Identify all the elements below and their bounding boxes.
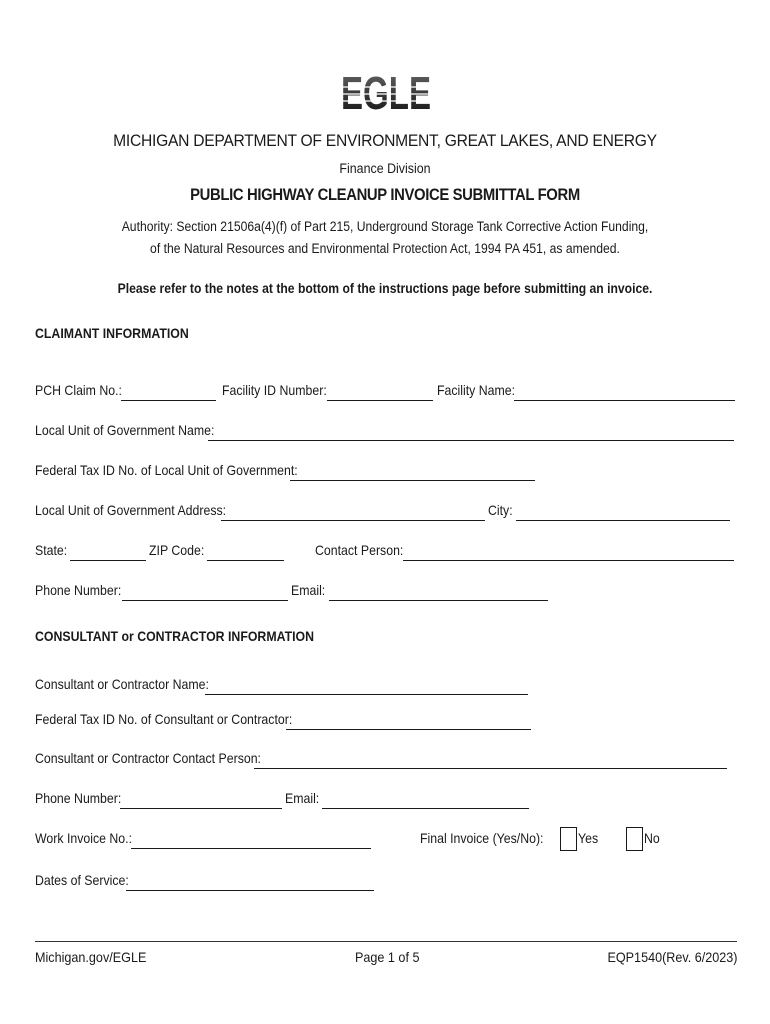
phone-label: Phone Number:	[35, 582, 122, 598]
city-field[interactable]	[516, 520, 730, 521]
work-invoice-no-label: Work Invoice No.:	[35, 830, 133, 846]
final-invoice-yes-label: Yes	[578, 830, 599, 846]
claimant-section-heading: CLAIMANT INFORMATION	[35, 325, 189, 341]
form-title: PUBLIC HIGHWAY CLEANUP INVOICE SUBMITTAL FORM	[190, 186, 580, 204]
final-invoice-yes-checkbox[interactable]	[560, 827, 577, 851]
footer-form-id: EQP1540(Rev. 6/2023)	[606, 949, 737, 965]
work-invoice-no-field[interactable]	[131, 848, 371, 849]
federal-tax-id-field[interactable]	[290, 480, 535, 481]
authority-text	[39, 216, 732, 260]
row-consultant-phone-email	[0, 790, 770, 812]
row-consultant-contact	[0, 750, 770, 772]
row-consultant-name	[0, 676, 770, 698]
consultant-tax-id-field[interactable]	[286, 729, 531, 730]
consultant-section-heading: CONSULTANT or CONTRACTOR INFORMATION	[35, 628, 315, 644]
final-invoice-no-checkbox[interactable]	[626, 827, 643, 851]
consultant-phone-label: Phone Number:	[35, 790, 122, 806]
consultant-contact-field[interactable]	[254, 768, 727, 769]
consultant-phone-field[interactable]	[120, 808, 282, 809]
contact-person-field[interactable]	[403, 560, 734, 561]
state-field[interactable]	[70, 560, 146, 561]
row-local-unit-name	[0, 422, 770, 444]
federal-tax-id-label: Federal Tax ID No. of Local Unit of Government:	[35, 462, 298, 478]
local-unit-name-label: Local Unit of Government Name:	[35, 422, 215, 438]
consultant-contact-label: Consultant or Contractor Contact Person:	[35, 750, 261, 766]
zip-label: ZIP Code:	[149, 542, 205, 558]
agency-name: MICHIGAN DEPARTMENT OF ENVIRONMENT, GREAT LAKES, AND ENERGY	[113, 131, 657, 150]
logo-text: EGLE	[341, 67, 431, 119]
row-invoice	[0, 830, 770, 852]
footer-page-number: Page 1 of 5	[355, 949, 420, 965]
zip-field[interactable]	[207, 560, 284, 561]
facility-name-label: Facility Name:	[437, 382, 516, 398]
consultant-email-label: Email:	[285, 790, 320, 806]
phone-field[interactable]	[122, 600, 288, 601]
division-name: Finance Division	[339, 161, 431, 176]
consultant-name-label: Consultant or Contractor Name:	[35, 676, 209, 692]
authority-line-1: Authority: Section 21506a(4)(f) of Part 215, Underground Storage Tank Corrective Action Funding,	[121, 219, 649, 234]
local-unit-address-label: Local Unit of Government Address:	[35, 502, 227, 518]
row-phone-email	[0, 582, 770, 604]
final-invoice-no-label: No	[644, 830, 660, 846]
dates-of-service-label: Dates of Service:	[35, 872, 129, 888]
final-invoice-label: Final Invoice (Yes/No):	[420, 830, 544, 846]
facility-id-label: Facility ID Number:	[222, 382, 327, 398]
consultant-tax-id-label: Federal Tax ID No. of Consultant or Contractor:	[35, 711, 293, 727]
facility-name-field[interactable]	[514, 400, 735, 401]
authority-line-2: of the Natural Resources and Environmental Protection Act, 1994 PA 451, as amended.	[150, 241, 620, 256]
egle-logo	[340, 67, 432, 119]
footer-website: Michigan.gov/EGLE	[35, 949, 147, 965]
notice-text: Please refer to the notes at the bottom of the instructions page before submitting an invoice.	[117, 281, 653, 296]
row-claim-facility	[0, 382, 770, 404]
local-unit-address-field[interactable]	[221, 520, 485, 521]
dates-of-service-field[interactable]	[126, 890, 374, 891]
city-label: City:	[488, 502, 513, 518]
row-dates-of-service	[0, 872, 770, 894]
contact-person-label: Contact Person:	[315, 542, 404, 558]
pch-claim-no-field[interactable]	[121, 400, 216, 401]
facility-id-field[interactable]	[327, 400, 433, 401]
footer-divider	[35, 941, 737, 942]
pch-claim-no-label: PCH Claim No.:	[35, 382, 122, 398]
state-label: State:	[35, 542, 68, 558]
consultant-email-field[interactable]	[322, 808, 529, 809]
row-local-unit-address	[0, 502, 770, 524]
consultant-name-field[interactable]	[205, 694, 528, 695]
email-field[interactable]	[329, 600, 548, 601]
row-consultant-tax-id	[0, 711, 770, 733]
row-state-zip-contact	[0, 542, 770, 564]
local-unit-name-field[interactable]	[208, 440, 734, 441]
email-label: Email:	[291, 582, 326, 598]
row-federal-tax-id	[0, 462, 770, 484]
